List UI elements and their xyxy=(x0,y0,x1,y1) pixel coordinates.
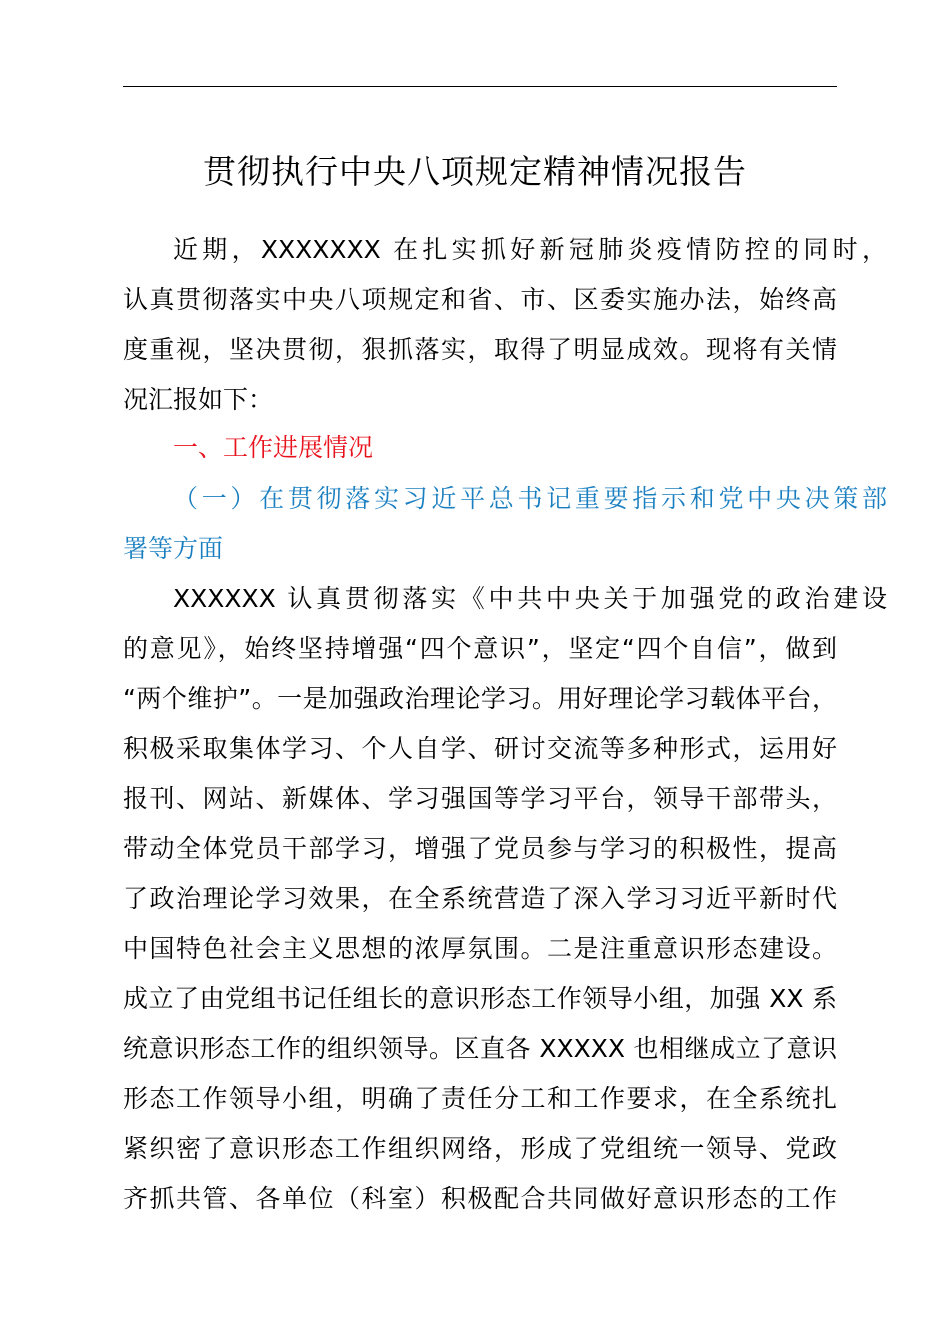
body-line-9: 成立了由党组书记任组长的意识形态工作领导小组，加强 XX 系 xyxy=(123,984,837,1013)
body-line-11: 形态工作领导小组，明确了责任分工和工作要求，在全系统扎 xyxy=(123,1084,837,1113)
document-title: 贯彻执行中央八项规定精神情况报告 xyxy=(203,152,747,191)
intro-line-2: 认真贯彻落实中央八项规定和省、市、区委实施办法，始终高 xyxy=(123,285,837,314)
section-heading-1: 一、工作进展情况 xyxy=(173,433,374,462)
subsection-heading-line-1: （一）在贯彻落实习近平总书记重要指示和党中央决策部 xyxy=(173,484,887,513)
body-line-1: XXXXXX 认真贯彻落实《中共中央关于加强党的政治建设 xyxy=(173,584,887,613)
body-line-5: 报刊、网站、新媒体、学习强国等学习平台，领导干部带头， xyxy=(123,784,837,813)
body-line-4: 积极采取集体学习、个人自学、研讨交流等多种形式，运用好 xyxy=(123,734,837,763)
body-line-3: “两个维护”。一是加强政治理论学习。用好理论学习载体平台， xyxy=(123,684,837,713)
body-line-12: 紧织密了意识形态工作组织网络，形成了党组统一领导、党政 xyxy=(123,1134,837,1163)
body-line-13: 齐抓共管、各单位（科室）积极配合共同做好意识形态的工作 xyxy=(123,1184,837,1213)
header-rule xyxy=(123,86,837,87)
intro-line-3: 度重视，坚决贯彻，狠抓落实，取得了明显成效。现将有关情 xyxy=(123,335,837,364)
intro-line-4: 况汇报如下： xyxy=(123,385,274,414)
body-line-10: 统意识形态工作的组织领导。区直各 XXXXX 也相继成立了意识 xyxy=(123,1034,837,1063)
body-line-6: 带动全体党员干部学习，增强了党员参与学习的积极性，提高 xyxy=(123,834,837,863)
intro-line-1: 近期，XXXXXXX 在扎实抓好新冠肺炎疫情防控的同时， xyxy=(173,235,887,264)
subsection-heading-line-2: 署等方面 xyxy=(123,534,224,563)
body-line-8: 中国特色社会主义思想的浓厚氛围。二是注重意识形态建设。 xyxy=(123,934,837,963)
body-line-2: 的意见》，始终坚持增强“四个意识”，坚定“四个自信”，做到 xyxy=(123,634,837,663)
body-line-7: 了政治理论学习效果，在全系统营造了深入学习习近平新时代 xyxy=(123,884,837,913)
